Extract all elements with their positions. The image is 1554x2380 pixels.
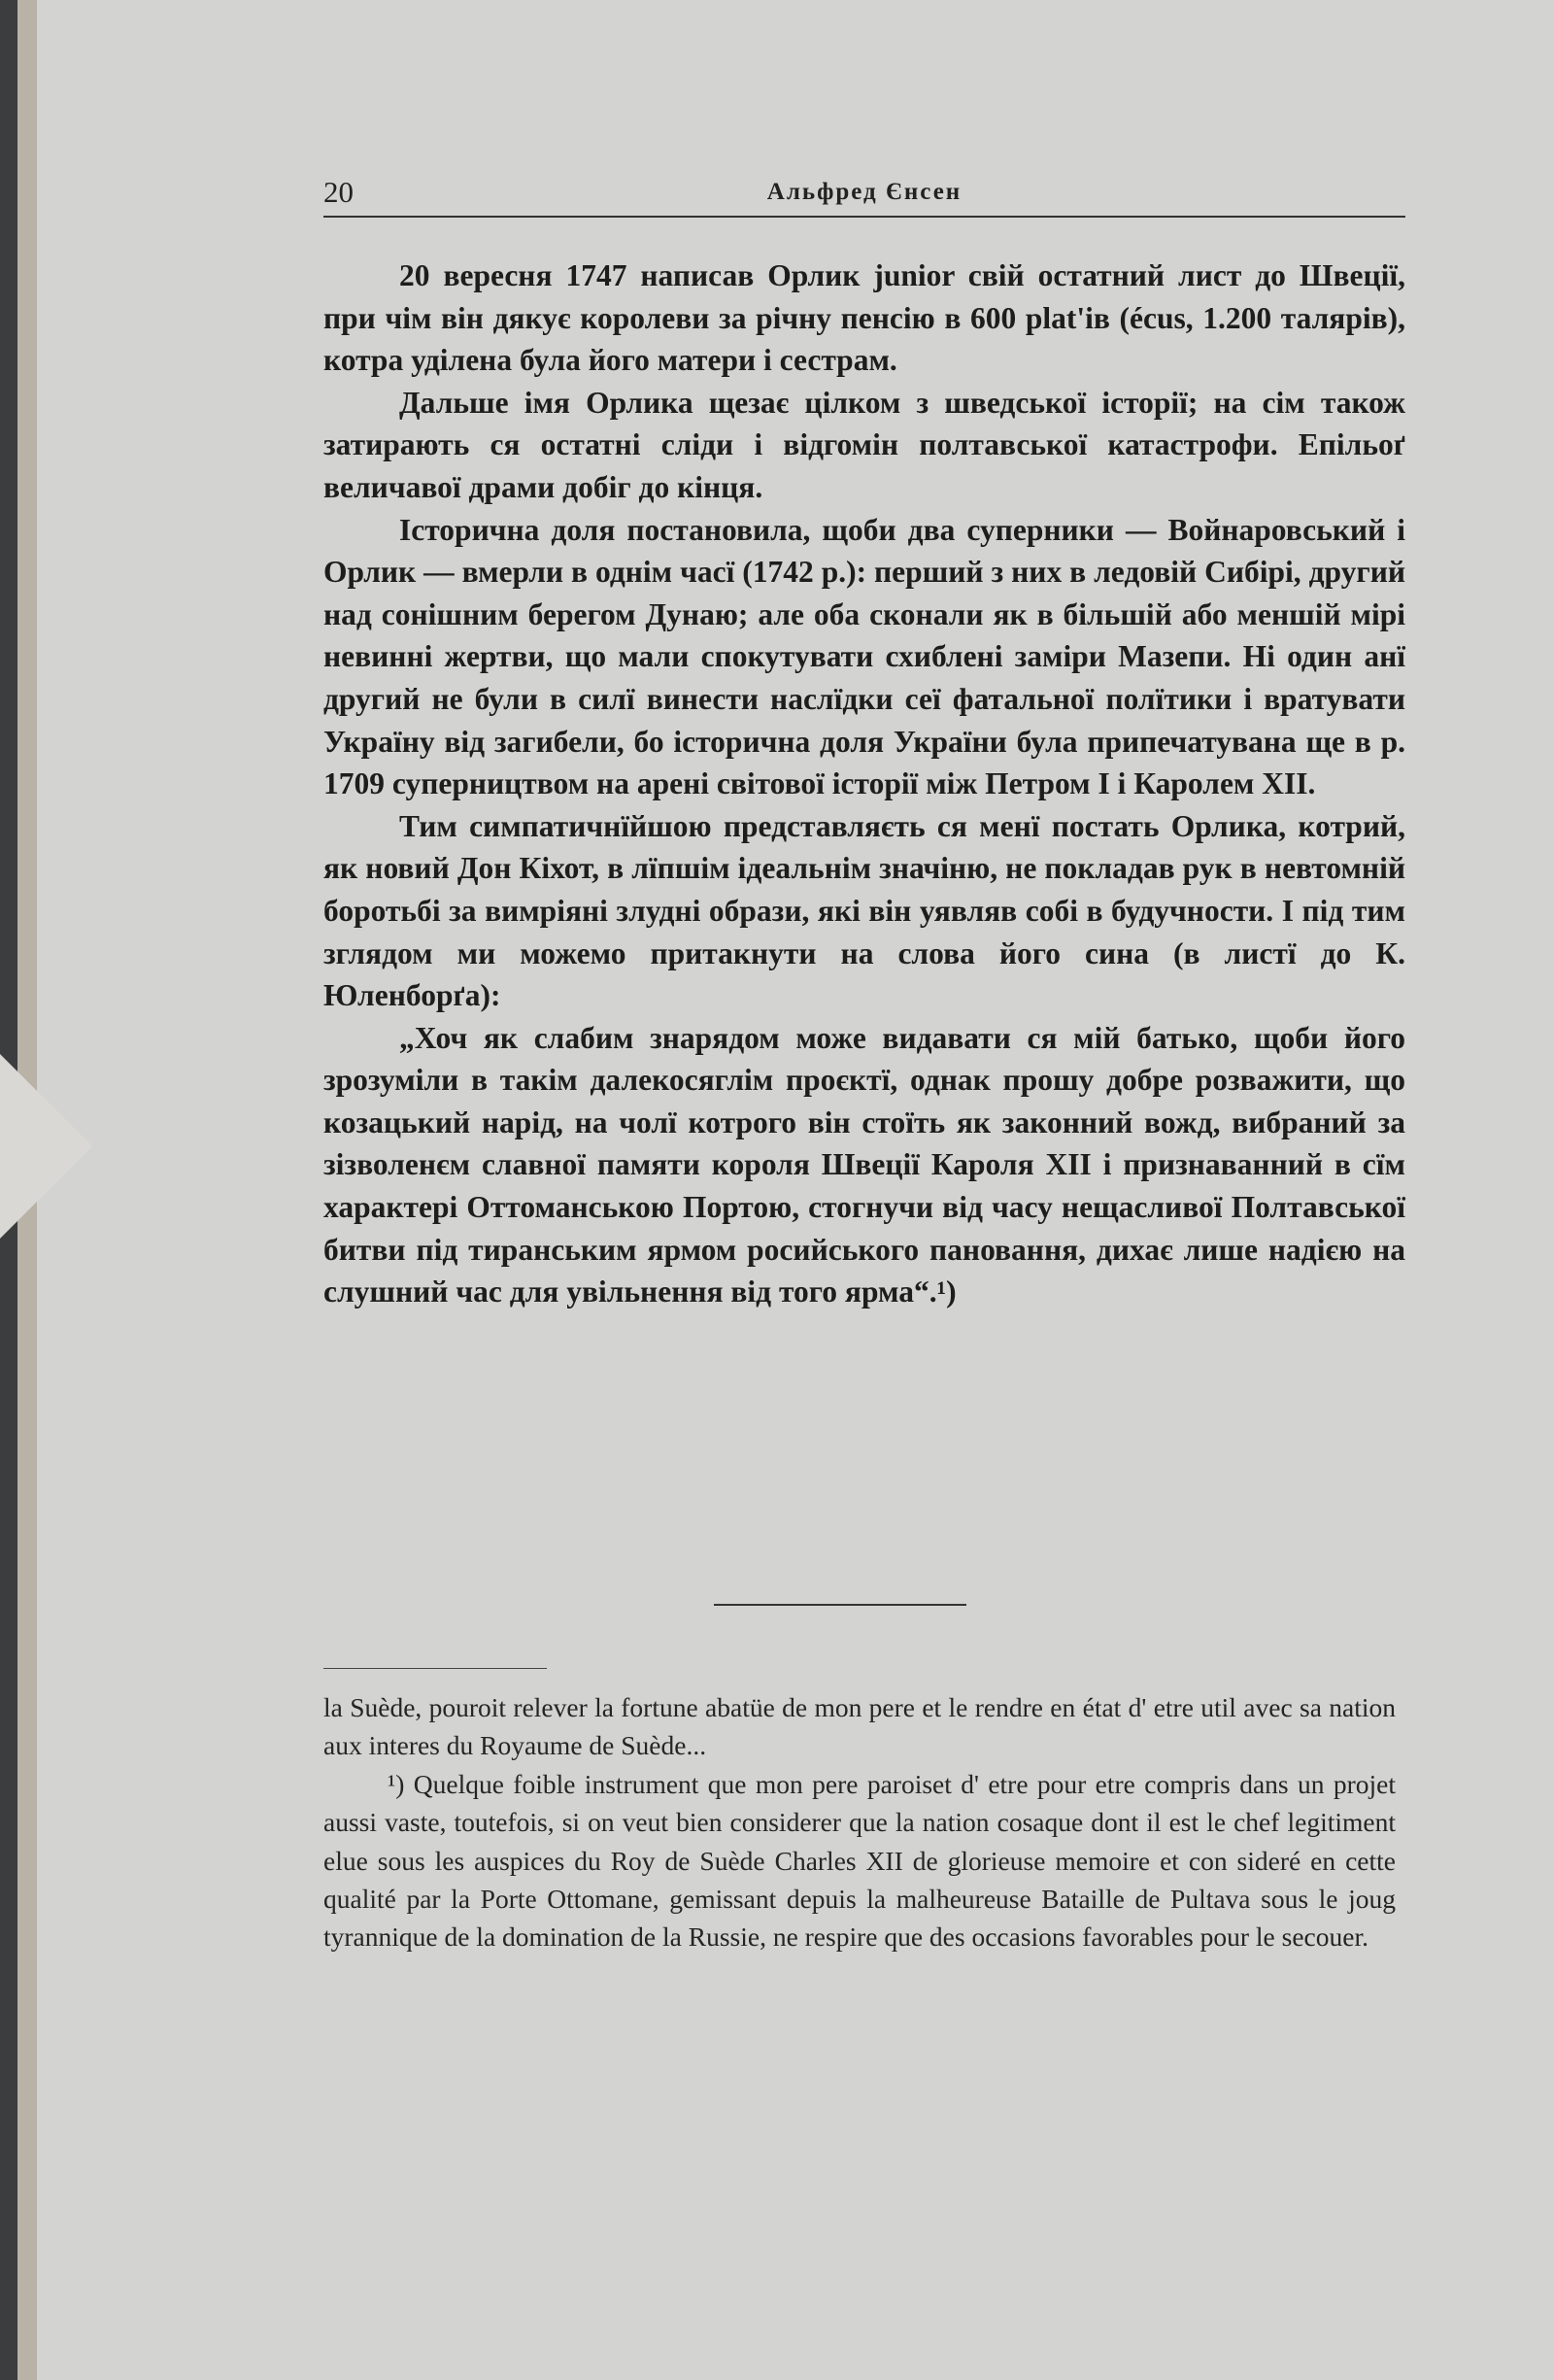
paragraph: Дальше імя Орлика щезає цілком з шведської історії; на сім також затирають ся остатні сліди і відгомін полтавської катастрофи. Епільоґ величавої драми добіг до кінця.	[323, 385, 1405, 504]
footnote-separator	[323, 1668, 547, 1669]
page-marker-tab	[0, 1054, 92, 1239]
body-text	[323, 255, 1405, 1313]
footnotes	[323, 1688, 1396, 1956]
page-header	[323, 171, 1405, 218]
footnote-1: ¹) Quelque foible instrument que mon pere paroiset d' etre pour etre compris dans un projet aussi vaste, toutefois, si on veut bien considerer que la nation cosaque dont il est le chef legitiment elue sous les auspices du Roy de Suède Charles XII de glorieuse memoire et con sideré en cette qualité par la Porte Ottomane, gemissant depuis la malheureuse Bataille de Pultava sous le joug tyrannique de la domination de la Russie, ne respire que des occasions favorables pour le secouer.	[323, 1768, 1396, 1953]
paragraph: Тим симпатичнїйшою представляєть ся менї постать Орлика, котрий, як новий Дон Кіхот, в лїпшім ідеальнім значіню, не покладав рук в невтомній боротьбі за вимріяні злудні образи, які він уявляв собі в будучности. І під тим зглядом ми можемо притакнути на слова його сина (в листї до К. Юленборґа):	[323, 808, 1405, 1013]
quoted-paragraph: „Хоч як слабим знарядом може видавати ся мій батько, щоби його зрозуміли в такім далекосяглім проєктї, однак прошу добре розважити, що козацький нарід, на чолї котрого він стоїть як законний вожд, вибраний за зізволенєм славної памяти короля Швеції Кароля ХІІ і признаванний в сїм характері Оттоманською Портою, стогнучи від часу нещасливої Полтавської битви під тиранським ярмом росийського пановання, дихає лише надією на слушний час для увільнення від того ярма“.¹)	[323, 1020, 1405, 1309]
page-number: 20	[323, 175, 354, 209]
footnote-continuation: la Suède, pouroit relever la fortune abatüe de mon pere et le rendre en état d' etre util avec sa nation aux interes du Royaume de Suède...	[323, 1692, 1396, 1761]
running-head: Альфред Єнсен	[766, 179, 963, 205]
paragraph: 20 вересня 1747 написав Орлик junior свій остатний лист до Швеції, при чім він дякує королеви за річну пенсію в 600 plat'ів (écus, 1.200 талярів), котра уділена була його матери і сестрам.	[323, 258, 1405, 378]
section-divider	[714, 1604, 966, 1606]
paragraph: Історична доля постановила, щоби два суперники — Войнаровський і Орлик — вмерли в однім часї (1742 р.): перший з них в ледовій Сибірі, другий над сонішним берегом Дунаю; але оба сконали як в більшій або меншій мірі невинні жертви, що мали спокутувати схиблені заміри Мазепи. Ні один анї другий не були в силї винести наслїдки сеї фатальної полїтики і вратувати Україну від загибели, бо історична доля України була припечатувана ще в р. 1709 суперництвом на арені світової історії між Петром І і Каролем ХІІ.	[323, 512, 1405, 801]
